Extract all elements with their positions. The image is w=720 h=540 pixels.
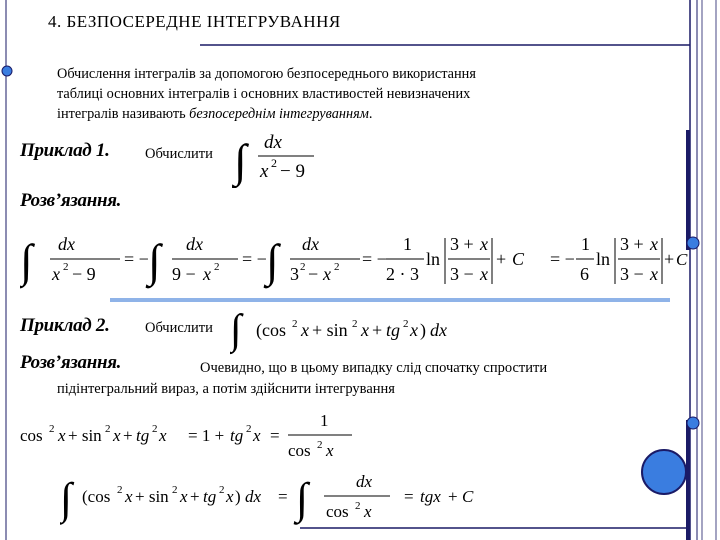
example2-explanation-line-1: Очевидно, що в цьому випадку слід спочатку спростити (200, 360, 548, 376)
svg-text:tg: tg (136, 426, 150, 445)
svg-text:=: = (278, 487, 288, 506)
svg-text:∫: ∫ (230, 307, 242, 353)
svg-text:2: 2 (152, 423, 158, 435)
svg-text:x: x (260, 161, 269, 182)
svg-text:x: x (159, 426, 167, 445)
svg-text:x: x (125, 487, 133, 506)
svg-text:cos: cos (288, 441, 311, 460)
svg-text:): ) (235, 487, 241, 506)
svg-text:2: 2 (117, 484, 123, 496)
svg-text:(cos: (cos (256, 320, 286, 340)
intro-line-2: таблиці основних інтегралів і основних властивостей невизначених (57, 86, 471, 102)
svg-text:− 9: − 9 (72, 264, 96, 284)
svg-text:C: C (676, 250, 688, 269)
svg-text:tg: tg (230, 426, 244, 445)
svg-text:2: 2 (49, 423, 55, 435)
example1-solution-heading: Розв’язання. (20, 190, 122, 211)
svg-text:ln: ln (596, 249, 611, 269)
svg-text:x: x (253, 426, 261, 445)
svg-text:tgx: tgx (420, 487, 441, 506)
svg-text:x: x (113, 426, 121, 445)
svg-text:− 9: − 9 (280, 161, 305, 182)
svg-text:dx: dx (356, 472, 373, 491)
example1-constant-c (676, 228, 690, 293)
svg-text:ln: ln (426, 249, 441, 269)
svg-text:2 · 3: 2 · 3 (386, 264, 419, 284)
svg-text:=: = (270, 426, 280, 445)
svg-text:3 −: 3 − (450, 264, 474, 284)
svg-text:2: 2 (271, 156, 277, 170)
svg-text:tg: tg (386, 320, 401, 340)
svg-text:+: + (448, 487, 458, 506)
svg-text:3 −: 3 − (620, 264, 644, 284)
svg-text:x: x (480, 234, 488, 254)
svg-text:= −: = − (242, 249, 267, 269)
svg-text:2: 2 (105, 423, 111, 435)
svg-text:2: 2 (352, 318, 358, 330)
svg-text:3 +: 3 + (620, 234, 644, 254)
intro-line-3: інтегралів називають безпосереднім інтегруванням. (57, 106, 373, 122)
svg-text:cos: cos (326, 502, 349, 521)
svg-text:∫: ∫ (148, 235, 161, 286)
svg-text:∫: ∫ (266, 235, 279, 286)
intro-line-1: Обчислення інтегралів за допомогою безпосереднього використання (57, 66, 476, 82)
svg-text:2: 2 (172, 484, 178, 496)
example2-solution-heading: Розв’язання. (20, 352, 122, 373)
example2-solution-formula (60, 465, 490, 530)
svg-text:x: x (650, 234, 658, 254)
svg-text:1: 1 (320, 411, 329, 430)
svg-text:x: x (410, 320, 418, 340)
svg-text:3: 3 (290, 264, 299, 284)
frame-dot-left (2, 66, 12, 76)
example1-integral (232, 128, 322, 188)
svg-text:x: x (323, 264, 331, 284)
intro-paragraph (57, 64, 642, 124)
svg-text:1: 1 (581, 234, 590, 254)
svg-text:+: + (496, 249, 507, 269)
svg-text:∫: ∫ (296, 474, 309, 523)
svg-text:x: x (203, 264, 211, 284)
example2-heading: Приклад 2. (20, 315, 110, 336)
svg-text:= 1 +: = 1 + (188, 426, 225, 445)
svg-text:2: 2 (300, 261, 306, 273)
svg-text:dx: dx (264, 132, 282, 153)
example2-task: Обчислити (145, 320, 213, 336)
svg-text:x: x (301, 320, 309, 340)
svg-text:dx: dx (430, 320, 447, 340)
svg-text:dx: dx (186, 234, 203, 254)
defined-term: безпосереднім інтегруванням (189, 106, 369, 122)
svg-text:x: x (480, 264, 488, 284)
svg-text:C: C (462, 487, 474, 506)
frame-big-circle (642, 450, 686, 494)
svg-text:= −: = − (124, 249, 149, 269)
svg-text:+: + (664, 249, 675, 269)
svg-text:x: x (180, 487, 188, 506)
svg-text:+: + (372, 320, 383, 340)
svg-text:cos: cos (20, 426, 43, 445)
svg-text:2: 2 (355, 500, 361, 512)
svg-text:): ) (420, 320, 426, 340)
example1-heading: Приклад 1. (20, 140, 110, 161)
svg-text:1: 1 (403, 234, 412, 254)
svg-text:2: 2 (403, 318, 409, 330)
svg-text:2: 2 (292, 318, 298, 330)
svg-text:x: x (58, 426, 66, 445)
svg-text:∫: ∫ (60, 474, 73, 523)
svg-text:−: − (308, 264, 319, 284)
svg-text:+ sin: + sin (312, 320, 348, 340)
svg-text:C: C (512, 249, 525, 269)
svg-text:+: + (123, 426, 133, 445)
svg-text:dx: dx (302, 234, 319, 254)
svg-text:dx: dx (245, 487, 262, 506)
svg-text:x: x (52, 264, 60, 284)
example1-solution-formula (20, 228, 680, 293)
svg-text:3 +: 3 + (450, 234, 474, 254)
svg-text:2: 2 (317, 439, 323, 451)
svg-text:∫: ∫ (234, 135, 247, 186)
svg-text:x: x (650, 264, 658, 284)
svg-text:x: x (364, 502, 372, 521)
svg-text:x: x (361, 320, 369, 340)
svg-text:9 −: 9 − (172, 264, 196, 284)
example2-identity (20, 408, 370, 463)
svg-text:+ sin: + sin (135, 487, 169, 506)
svg-text:(cos: (cos (82, 487, 111, 506)
example1-task: Обчислити (145, 146, 213, 162)
svg-text:= −: = − (550, 249, 575, 269)
svg-text:x: x (326, 441, 334, 460)
svg-text:x: x (226, 487, 234, 506)
svg-text:dx: dx (58, 234, 75, 254)
svg-text:2: 2 (63, 261, 69, 273)
svg-text:2: 2 (334, 261, 340, 273)
svg-text:tg: tg (203, 487, 217, 506)
svg-text:= −: = − (362, 249, 387, 269)
frame-dot-right-2 (687, 417, 699, 429)
svg-text:+: + (190, 487, 200, 506)
svg-text:6: 6 (580, 264, 589, 284)
svg-text:2: 2 (214, 261, 220, 273)
svg-text:∫: ∫ (20, 235, 33, 286)
example2-integral (230, 305, 490, 355)
page-title: 4. БЕЗПОСЕРЕДНЕ ІНТЕГРУВАННЯ (48, 12, 341, 31)
svg-text:2: 2 (246, 423, 252, 435)
svg-text:2: 2 (219, 484, 225, 496)
svg-text:=: = (404, 487, 414, 506)
example2-explanation-line-2: підінтегральний вираз, а потім здійснити інтегрування (57, 381, 395, 397)
svg-text:+ sin: + sin (68, 426, 102, 445)
